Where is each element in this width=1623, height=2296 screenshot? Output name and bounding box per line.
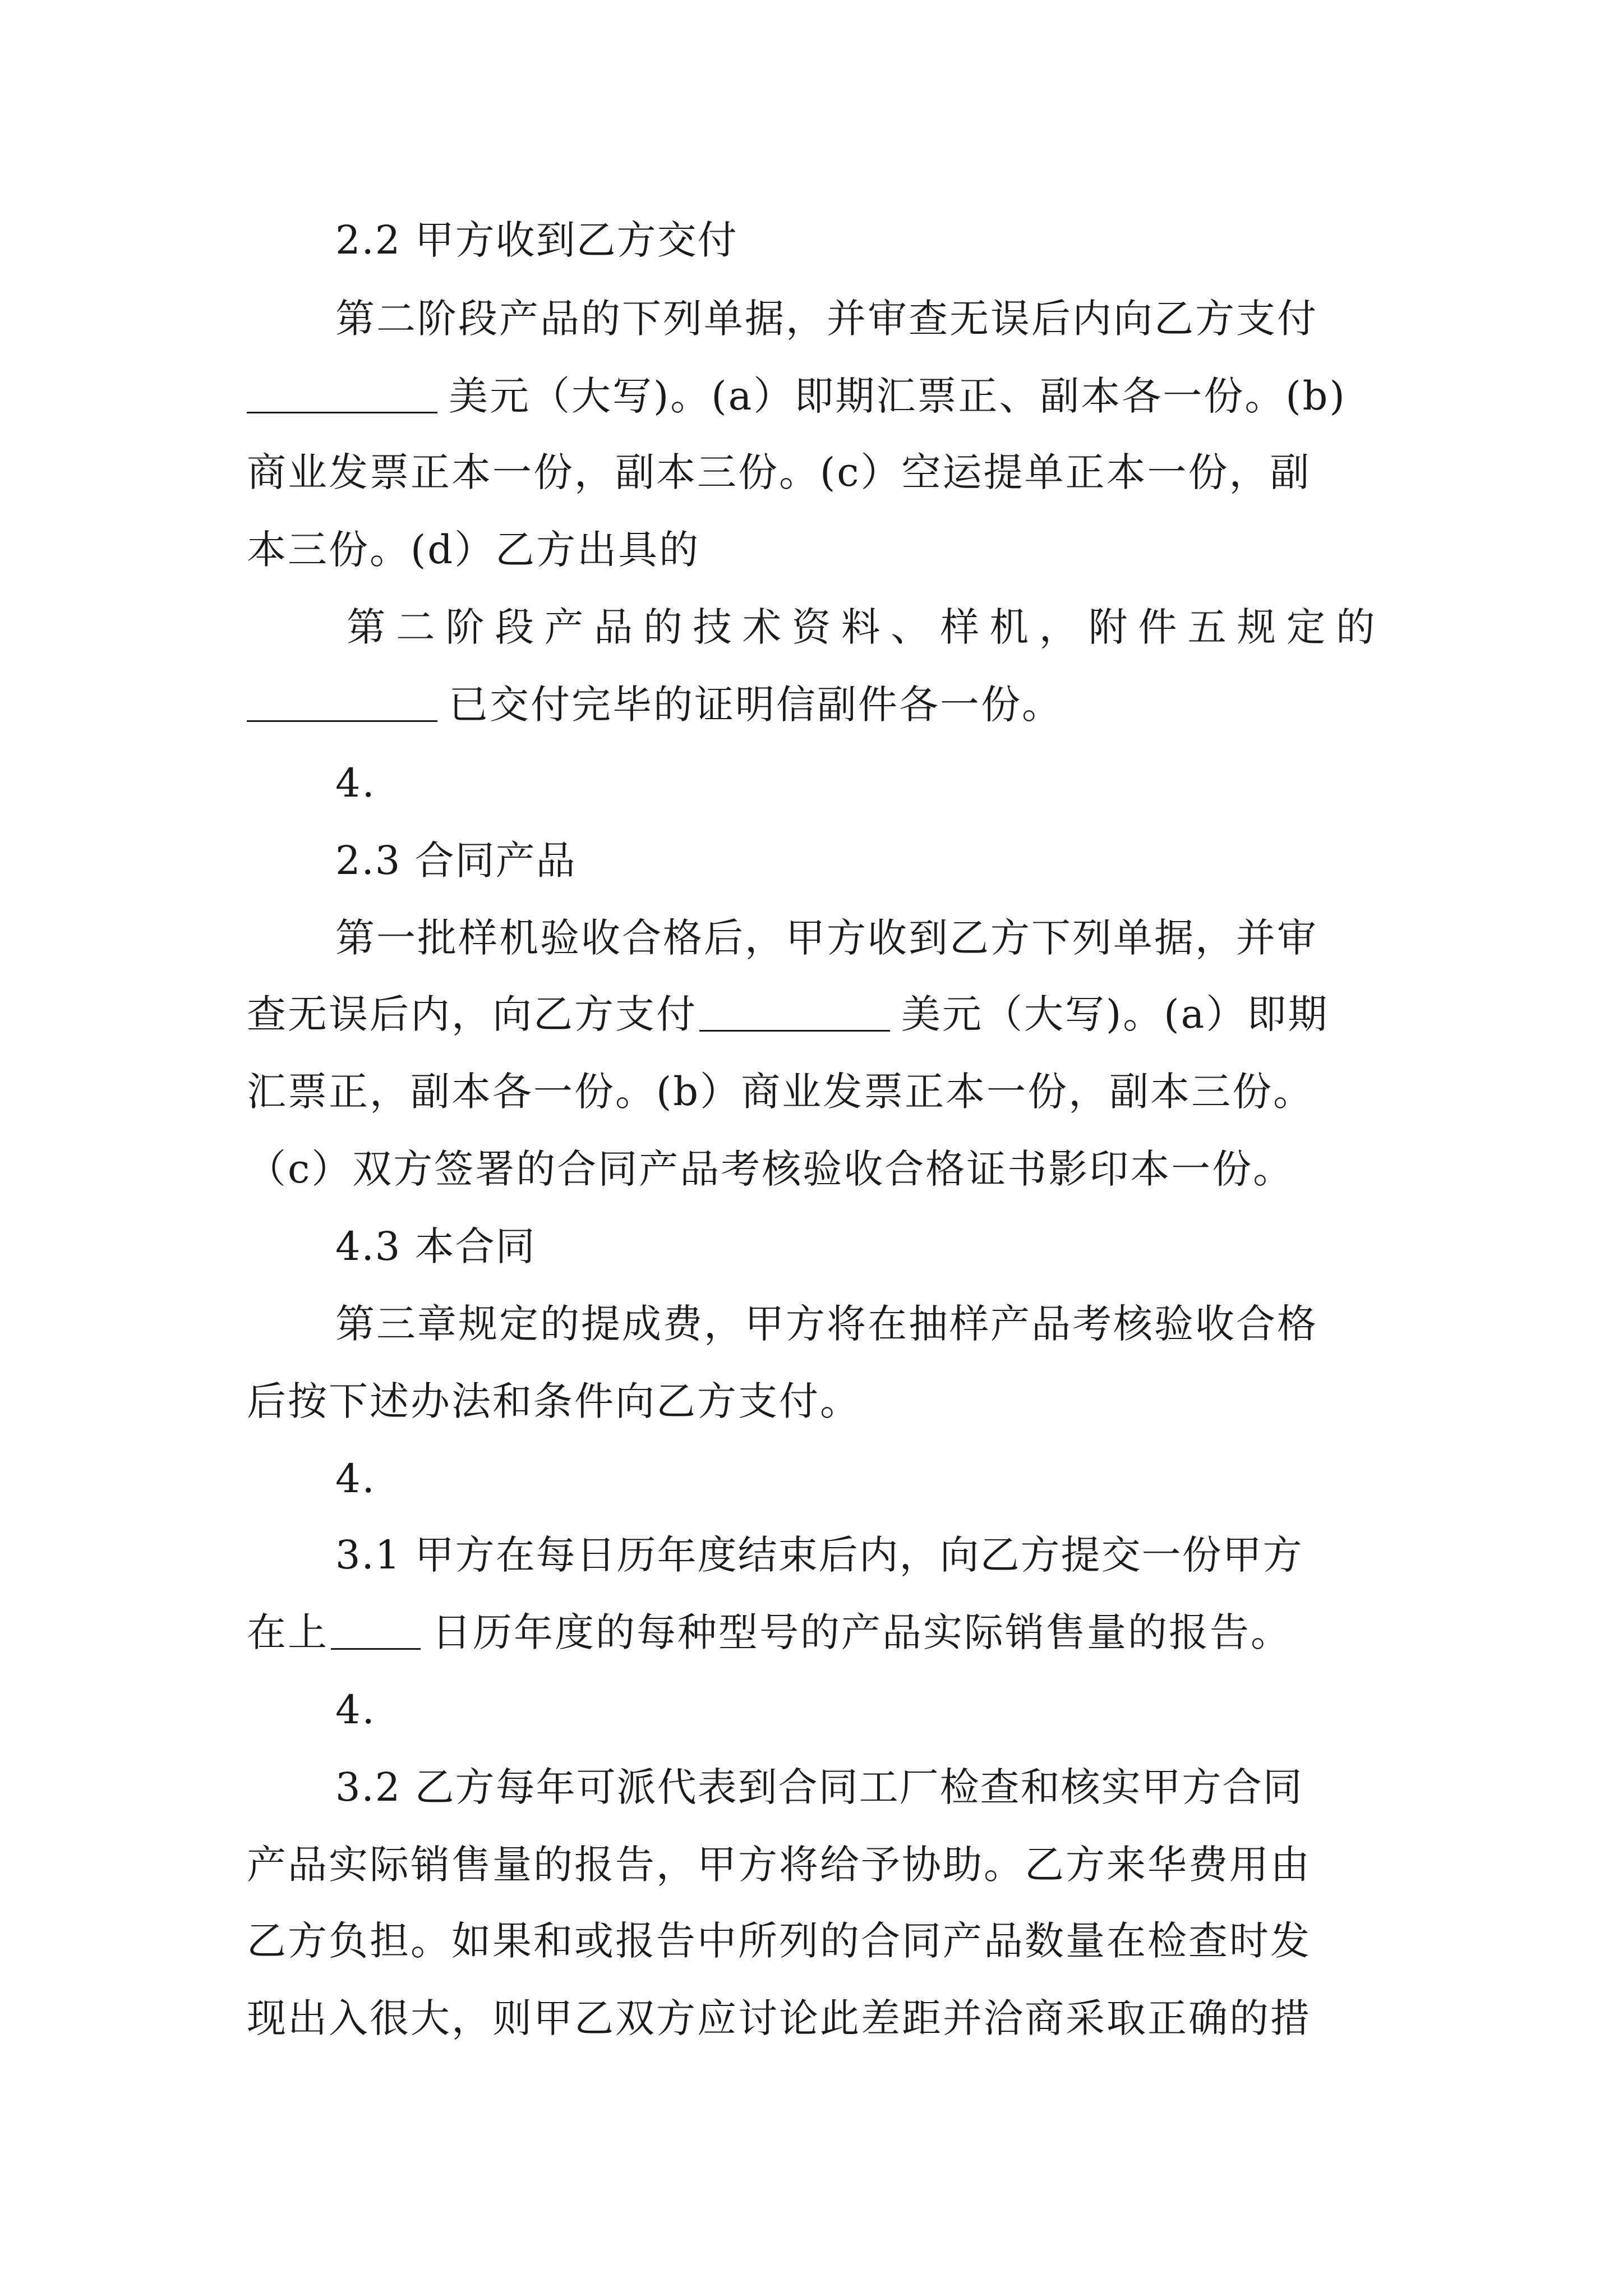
text-line-content: 4.3 本合同 <box>335 1223 536 1269</box>
text-line <box>247 1373 861 1429</box>
text-line <box>247 1604 1292 1660</box>
text-line <box>247 1064 1314 1120</box>
fill-in-blank <box>247 368 437 413</box>
text-line-content: 查无误后内，向乙方支付 <box>247 991 697 1037</box>
text-line <box>335 910 1318 966</box>
fill-in-blank <box>331 1604 421 1650</box>
text-line-content: 2.3 合同产品 <box>335 838 577 884</box>
text-line-content: 4. <box>335 1687 376 1733</box>
text-line-content: 现出入很大，则甲乙双方应讨论此差距并洽商采取正确的措 <box>247 1995 1311 2041</box>
text-line <box>247 1141 1294 1197</box>
text-line-content: 汇票正，副本各一份。(b）商业发票正本一份，副本三份。 <box>247 1069 1315 1115</box>
text-line <box>247 444 1311 500</box>
fill-in-blank <box>699 986 890 1032</box>
text-line-content: （c）双方签署的合同产品考核验收合格证书影印本一份。 <box>247 1146 1294 1192</box>
text-line-content: 3.2 乙方每年可派代表到合同工厂检查和核实甲方合同 <box>335 1764 1303 1810</box>
text-line <box>335 1759 1303 1815</box>
text-line-content: 4. <box>335 760 376 806</box>
text-line <box>335 832 577 889</box>
text-line-content: 第一批样机验收合格后，甲方收到乙方下列单据，并审 <box>335 915 1318 961</box>
text-line-content: 2.2 甲方收到乙方交付 <box>335 217 738 263</box>
text-line-content: 第二阶段产品的技术资料、样机，附件五规定的 <box>347 604 1386 650</box>
text-line-content: 乙方负担。如果和或报告中所列的合同产品数量在检查时发 <box>247 1918 1311 1964</box>
text-line-content: 第二阶段产品的下列单据，并审查无误后内向乙方支付 <box>335 296 1318 342</box>
text-line <box>247 1837 1311 1893</box>
text-line <box>247 677 1063 733</box>
text-line-content: 美元（大写)。(a）即期汇票正、副本各一份。(b) <box>449 373 1347 419</box>
text-line <box>335 1527 1303 1583</box>
text-line <box>335 1451 376 1507</box>
text-line <box>335 1296 1318 1352</box>
text-line <box>247 1913 1311 1969</box>
text-line-content: 4. <box>335 1456 376 1502</box>
text-line <box>335 1218 536 1274</box>
text-line-content: 美元（大写)。(a）即期 <box>901 991 1329 1037</box>
text-line <box>247 368 1347 424</box>
text-line-content: 在上 <box>247 1609 329 1655</box>
text-line-content: 第三章规定的提成费，甲方将在抽样产品考核验收合格 <box>335 1301 1318 1347</box>
text-line <box>247 1990 1311 2046</box>
text-line <box>335 1682 376 1738</box>
text-line <box>335 755 376 811</box>
text-line <box>335 212 738 268</box>
text-line-content: 后按下述办法和条件向乙方支付。 <box>247 1378 861 1424</box>
text-line <box>247 986 1329 1042</box>
text-line-content: 本三份。(d）乙方出具的 <box>247 527 700 573</box>
text-line-content: 产品实际销售量的报告，甲方将给予协助。乙方来华费用由 <box>247 1842 1311 1888</box>
fill-in-blank <box>247 677 437 722</box>
text-line-content: 日历年度的每种型号的产品实际销售量的报告。 <box>432 1609 1292 1655</box>
text-line <box>335 291 1318 347</box>
text-line <box>347 599 1385 655</box>
text-line <box>247 522 700 578</box>
text-line-content: 商业发票正本一份，副本三份。(c）空运提单正本一份，副 <box>247 449 1311 495</box>
text-line-content: 3.1 甲方在每日历年度结束后内，向乙方提交一份甲方 <box>335 1532 1303 1578</box>
text-line-content: 已交付完毕的证明信副件各一份。 <box>449 682 1063 728</box>
